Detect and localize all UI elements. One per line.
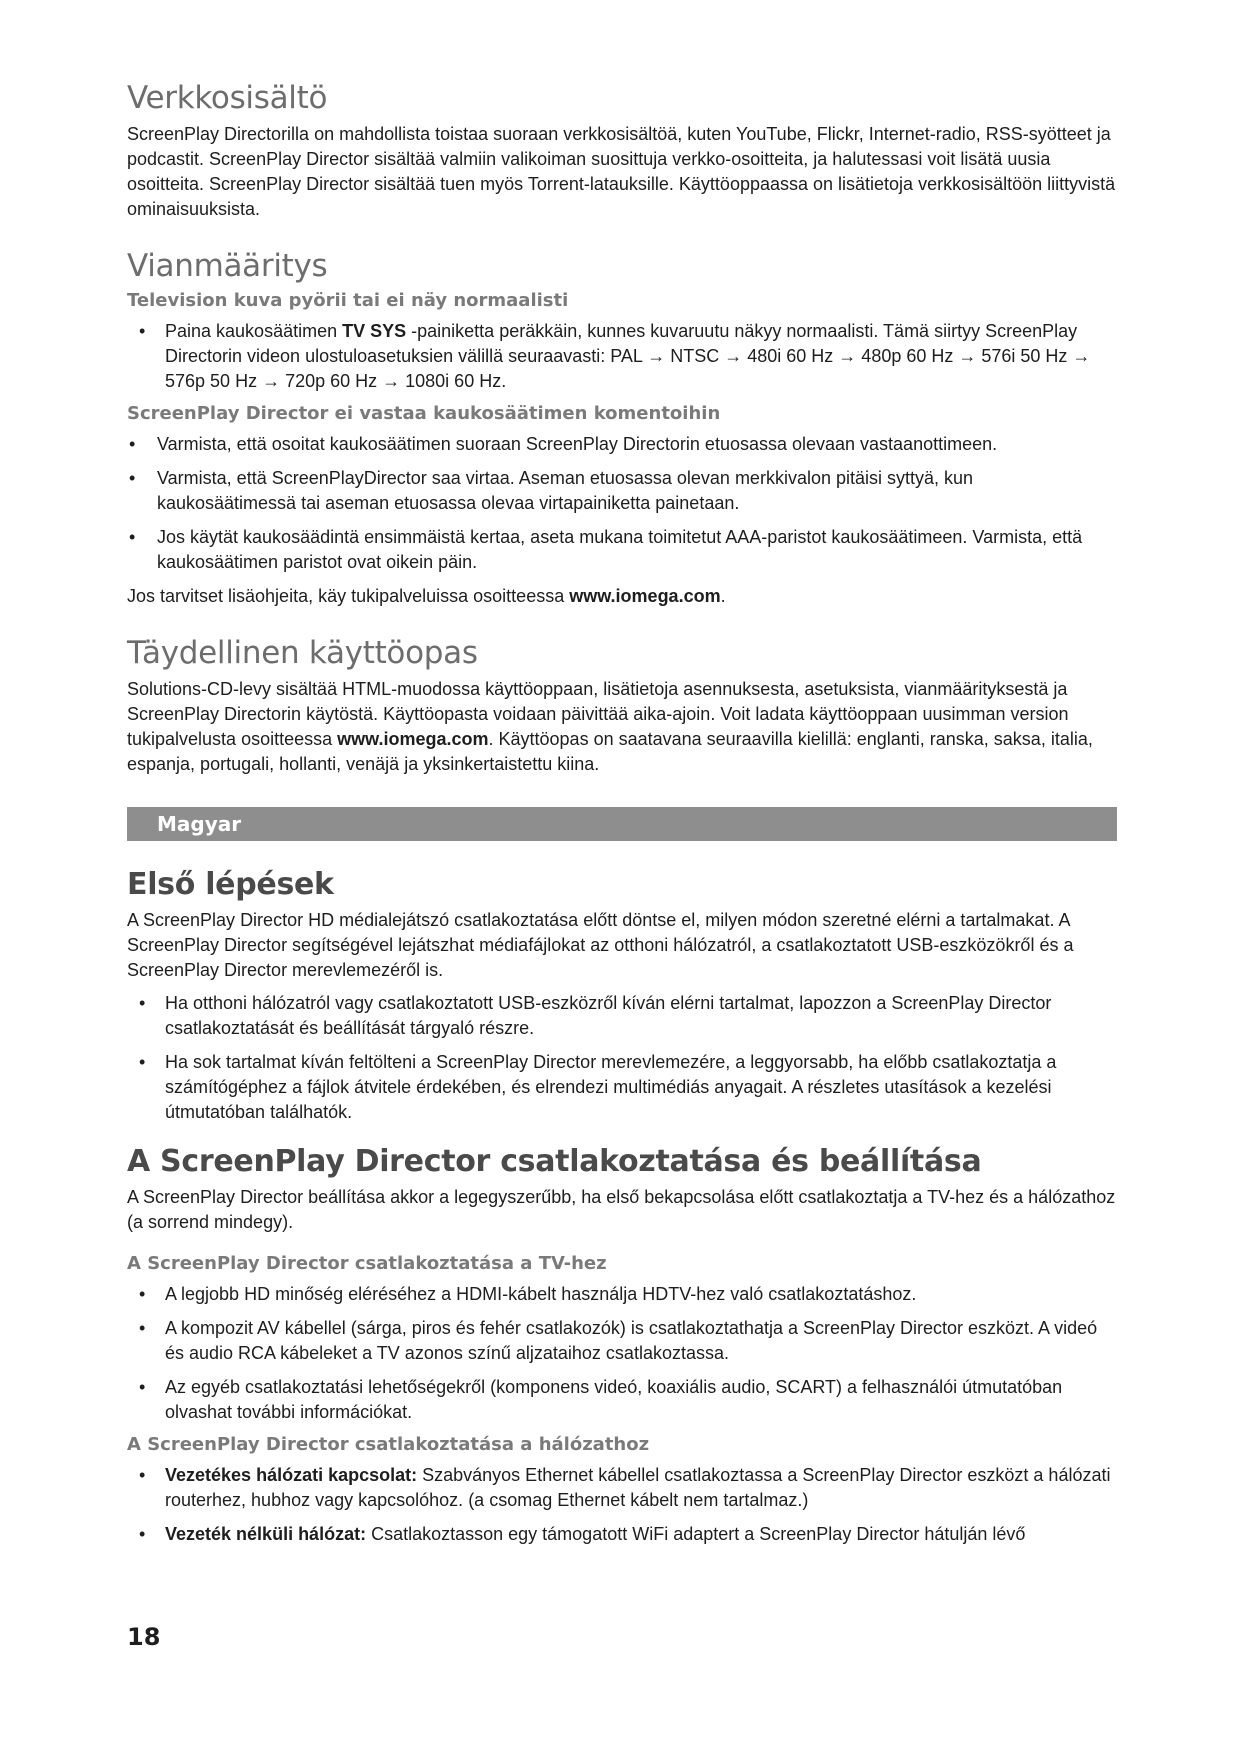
list-item-text: Varmista, että osoitat kaukosäätimen suoraan ScreenPlay Directorin etuosassa olevaan vastaanottimeen. <box>157 434 998 454</box>
list-item-text: Az egyéb csatlakoztatási lehetőségekről (komponens videó, koaxiális audio, SCART) a felhasználói útmutatóban olvashat további információkat. <box>165 1377 1063 1422</box>
list-item <box>127 1522 1117 1547</box>
paragraph-text: Jos tarvitset lisäohjeita, käy tukipalveluissa osoitteessa <box>127 586 570 606</box>
bullet-icon: • <box>139 1318 146 1338</box>
list-item <box>127 466 1117 516</box>
bullet-icon: • <box>129 434 136 454</box>
support-link[interactable]: www.iomega.com <box>569 586 721 606</box>
list-item <box>127 1316 1117 1366</box>
paragraph <box>127 584 1117 609</box>
tv-sys-label: TV SYS <box>342 321 407 341</box>
subheading-tv: A ScreenPlay Director csatlakoztatása a TV-hez <box>127 1253 607 1274</box>
subheading-network: A ScreenPlay Director csatlakoztatása a hálózathoz <box>127 1434 650 1455</box>
language-band-label: Magyar <box>157 812 242 836</box>
list-item <box>127 1050 1117 1125</box>
list-item-label: Vezetékes hálózati kapcsolat: <box>165 1465 418 1485</box>
section-title-kayttoopas: Täydellinen käyttöopas <box>127 635 478 671</box>
list-item-text: -painiketta peräkkäin, kunnes kuvaruutu näkyy normaalisti. Tämä siirtyy ScreenPlay Directorin videon ulostuloasetuksien välillä seuraavasti: PAL → NTSC → 480i 60 Hz → 480p 60 Hz → 576i 50 Hz → 576p 50 Hz → 720p 60 Hz → 1080i 60 Hz. <box>165 321 1091 391</box>
section-title-csatlakoztatas: A ScreenPlay Director csatlakoztatása és beállítása <box>127 1144 982 1179</box>
list-item-text: Varmista, että ScreenPlayDirector saa virtaa. Aseman etuosassa olevan merkkivalon pitäisi syttyä, kun kaukosäätimessä tai aseman etuosassa olevaa virtapainiketta painetaan. <box>157 468 974 513</box>
paragraph <box>127 677 1117 777</box>
bullet-icon: • <box>139 993 146 1013</box>
page-content <box>127 80 1117 1556</box>
list-item-text: Jos käytät kaukosäädintä ensimmäistä kertaa, aseta mukana toimitetut AAA-paristot kaukosäätimeen. Varmista, että kaukosäätimen paristot ovat oikein päin. <box>157 527 1083 572</box>
paragraph-text: . <box>720 586 726 606</box>
list-item-text: A legjobb HD minőség eléréséhez a HDMI-kábelt használja HDTV-hez való csatlakoztatáshoz. <box>165 1284 917 1304</box>
subheading-tv-picture: Television kuva pyörii tai ei näy normaalisti <box>127 290 569 311</box>
bullet-icon: • <box>139 1284 146 1304</box>
paragraph: A ScreenPlay Director HD médialejátszó csatlakoztatása előtt döntse el, milyen módon szeretné elérni a tartalmakat. A ScreenPlay Director segítségével lejátszhat médiafájlokat az otthoni hálózatról, a csatlakoztatott USB-eszközökről és a ScreenPlay Director merevlemezéről is. <box>127 910 1074 980</box>
bullet-icon: • <box>129 527 136 547</box>
list-item-label: Vezeték nélküli hálózat: <box>165 1524 367 1544</box>
bullet-icon: • <box>139 321 146 341</box>
bullet-icon: • <box>139 1052 146 1072</box>
section-title-vianmaaritys: Vianmääritys <box>127 248 328 284</box>
bullet-list <box>127 1282 1117 1425</box>
paragraph: ScreenPlay Directorilla on mahdollista toistaa suoraan verkkosisältöä, kuten YouTube, Flickr, Internet-radio, RSS-syötteet ja podcastit. ScreenPlay Director sisältää valmiin valikoiman suosittuja verkko-osoitteita, ja halutessasi voit lisätä uusia osoitteita. ScreenPlay Director sisältää tuen myös Torrent-latauksille. Käyttöoppaassa on lisätietoja verkkosisältöön liittyvistä ominaisuuksista. <box>127 124 1116 219</box>
language-band <box>127 807 1117 841</box>
list-item-text: Ha otthoni hálózatról vagy csatlakoztatott USB-eszközről kíván elérni tartalmat, lapozzon a ScreenPlay Director csatlakoztatását és beállítását tárgyaló részre. <box>165 993 1052 1038</box>
bullet-icon: • <box>139 1524 146 1544</box>
support-link[interactable]: www.iomega.com <box>337 729 489 749</box>
paragraph-text: . Käyttöopas on saatavana seuraavilla kielillä: englanti, ranska, saksa, italia, espanja, portugali, hollanti, venäjä ja yksinkertaistettu kiina. <box>127 729 1093 774</box>
section-title-elso-lepesek: Első lépések <box>127 867 334 902</box>
paragraph-text: Solutions-CD-levy sisältää HTML-muodossa käyttöoppaan, lisätietoja asennuksesta, asetuksista, vianmäärityksestä ja ScreenPlay Directorin käytöstä. Käyttöopasta voidaan päivittää aika-ajoin. Voit ladata käyttöoppaan uusimman version tukipalvelusta osoitteessa <box>127 679 1069 749</box>
list-item-text: Szabványos Ethernet kábellel csatlakoztassa a ScreenPlay Director eszközt a hálózati routerhez, hubhoz vagy kapcsolóhoz. (a csomag Ethernet kábelt nem tartalmaz.) <box>165 1465 1111 1510</box>
bullet-icon: • <box>129 468 136 488</box>
list-item <box>127 319 1117 394</box>
bullet-icon: • <box>139 1465 146 1485</box>
list-item-text: Csatlakoztasson egy támogatott WiFi adaptert a ScreenPlay Director hátulján lévő <box>366 1524 1026 1544</box>
list-item <box>127 991 1117 1041</box>
section-title-verkkosisalto: Verkkosisältö <box>127 80 328 116</box>
subheading-remote: ScreenPlay Director ei vastaa kaukosäätimen komentoihin <box>127 403 721 424</box>
list-item <box>127 432 1117 457</box>
list-item <box>127 1463 1117 1513</box>
bullet-list <box>127 991 1117 1125</box>
list-item-text: A kompozit AV kábellel (sárga, piros és fehér csatlakozók) is csatlakoztathatja a ScreenPlay Director eszközt. A videó és audio RCA kábeleket a TV azonos színű aljzataihoz csatlakoztassa. <box>165 1318 1098 1363</box>
list-item-text: Paina kaukosäätimen <box>165 321 343 341</box>
list-item-text: Ha sok tartalmat kíván feltölteni a ScreenPlay Director merevlemezére, a leggyorsabb, ha előbb csatlakoztatja a számítógéphez a fájlok átvitele érdekében, és elrendezi multimédiás anyagait. A részletes utasítások a kezelési útmutatóban találhatók. <box>165 1052 1057 1122</box>
bullet-list <box>127 432 1117 575</box>
bullet-icon: • <box>139 1377 146 1397</box>
list-item <box>127 1375 1117 1425</box>
list-item <box>127 525 1117 575</box>
paragraph: A ScreenPlay Director beállítása akkor a legegyszerűbb, ha első bekapcsolása előtt csatlakoztatja a TV-hez és a hálózathoz (a sorrend mindegy). <box>127 1187 1116 1232</box>
list-item <box>127 1282 1117 1307</box>
bullet-list <box>127 319 1117 394</box>
page-number: 18 <box>127 1623 161 1651</box>
bullet-list <box>127 1463 1117 1547</box>
